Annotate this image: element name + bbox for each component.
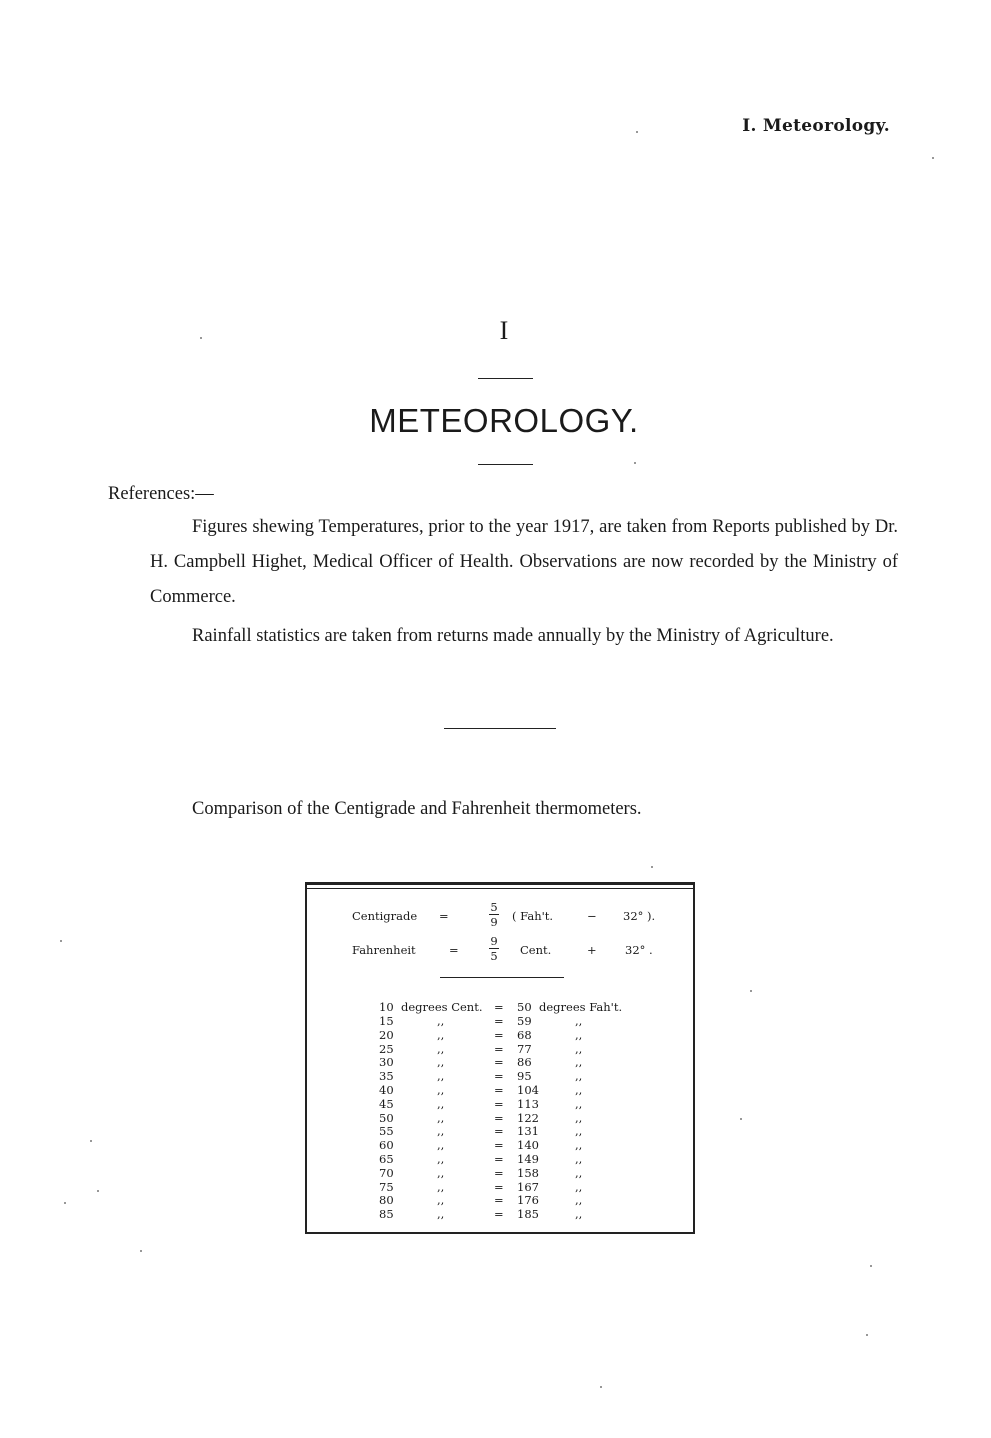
fah-value: 104 (517, 1083, 539, 1097)
equals-sign: = (494, 1014, 504, 1028)
fraction-numerator: 9 (490, 934, 498, 948)
equals-sign: = (494, 1027, 504, 1042)
fah-value: 86 (517, 1055, 532, 1070)
cent-value: 60 (379, 1138, 394, 1153)
scan-speck (651, 866, 653, 868)
paragraph-temperatures (150, 510, 898, 615)
equals-sign: = (494, 1165, 504, 1180)
table-row (307, 1124, 697, 1138)
ditto-mark: ,, (575, 1152, 583, 1166)
formula-operator: = (449, 943, 459, 957)
formula-operator: + (587, 943, 597, 957)
scan-speck (90, 1140, 92, 1142)
cent-value: 25 (379, 1041, 394, 1056)
ditto-mark: ,, (437, 1027, 445, 1042)
equals-sign: = (494, 1138, 504, 1153)
equals-sign: = (494, 1096, 504, 1111)
fah-value: 95 (517, 1069, 532, 1084)
formula-unit: Cent. (520, 943, 552, 957)
cent-value: 40 (379, 1083, 394, 1097)
fah-unit: degrees Fah't. (539, 1000, 623, 1014)
table-row (307, 1193, 697, 1207)
ditto-mark: ,, (437, 1179, 445, 1194)
fah-value: 122 (517, 1110, 539, 1125)
cent-value: 20 (379, 1027, 394, 1042)
scan-speck (64, 1202, 66, 1204)
ditto-mark: ,, (575, 1110, 583, 1125)
cent-value: 35 (379, 1069, 394, 1084)
cent-unit: degrees Cent. (401, 1000, 483, 1014)
cent-value: 15 (379, 1014, 394, 1028)
formula-constant: 32° ). (623, 909, 656, 923)
formula-constant: 32° . (625, 943, 653, 957)
scan-speck (97, 1190, 99, 1192)
ditto-mark: ,, (437, 1165, 445, 1180)
fraction-denominator: 9 (490, 915, 498, 929)
table-row (307, 1042, 697, 1056)
formula-operator: − (587, 909, 597, 923)
formula-fraction (489, 935, 499, 962)
section-divider (444, 728, 556, 729)
fah-value: 149 (517, 1152, 539, 1166)
ditto-mark: ,, (575, 1124, 583, 1139)
table-row (307, 1180, 697, 1194)
scan-speck (140, 1250, 142, 1252)
fah-value: 185 (517, 1207, 539, 1222)
scan-speck (750, 990, 752, 992)
cent-value: 10 (379, 1000, 394, 1014)
ditto-mark: ,, (437, 1110, 445, 1125)
ditto-mark: ,, (437, 1207, 445, 1222)
formula-centigrade (307, 899, 697, 933)
table-row (307, 1014, 697, 1028)
conversion-table (305, 882, 695, 1234)
title-rule-bottom (478, 464, 533, 465)
conversion-header (307, 1000, 697, 1014)
fah-value: 140 (517, 1138, 539, 1153)
ditto-mark: ,, (437, 1138, 445, 1153)
fah-value: 68 (517, 1027, 532, 1042)
ditto-mark: ,, (575, 1165, 583, 1180)
ditto-mark: ,, (437, 1055, 445, 1070)
equals-sign: = (494, 1083, 504, 1097)
equals-sign: = (494, 1110, 504, 1125)
ditto-mark: ,, (437, 1152, 445, 1166)
ditto-mark: ,, (575, 1193, 583, 1208)
equals-sign: = (494, 1041, 504, 1056)
scan-speck (932, 157, 934, 159)
table-caption: Comparison of the Centigrade and Fahrenheit thermometers. (192, 799, 642, 819)
equals-sign: = (494, 1055, 504, 1070)
equals-sign: = (494, 1193, 504, 1208)
ditto-mark: ,, (575, 1041, 583, 1056)
title-rule-top (478, 378, 533, 379)
scan-speck (870, 1265, 872, 1267)
cent-value: 55 (379, 1124, 394, 1139)
conversion-rows (307, 1014, 697, 1224)
fah-value: 158 (517, 1165, 539, 1180)
ditto-mark: ,, (437, 1083, 445, 1097)
table-row (307, 1028, 697, 1042)
ditto-mark: ,, (575, 1179, 583, 1194)
running-head: I. Meteorology. (742, 116, 890, 136)
cent-value: 45 (379, 1096, 394, 1111)
cent-value: 85 (379, 1207, 394, 1222)
table-row (307, 1111, 697, 1125)
paragraph-text: Rainfall statistics are taken from returns made annually by the Ministry of Agriculture. (192, 626, 834, 646)
ditto-mark: ,, (575, 1069, 583, 1084)
ditto-mark: ,, (437, 1193, 445, 1208)
equals-sign: = (494, 1179, 504, 1194)
section-number: I (499, 316, 509, 345)
ditto-mark: ,, (437, 1069, 445, 1084)
ditto-mark: ,, (437, 1041, 445, 1056)
cent-value: 70 (379, 1165, 394, 1180)
table-row (307, 1166, 697, 1180)
equals-sign: = (494, 1124, 504, 1139)
ditto-mark: ,, (575, 1055, 583, 1070)
paragraph-text: Figures shewing Temperatures, prior to the year 1917, are taken from Reports published by Dr. H. Campbell Highet, Medical Officer of Health. Observations are now recorded by the Ministry of Commerce. (150, 517, 898, 607)
cent-value: 65 (379, 1152, 394, 1166)
formula-unit: ( Fah't. (512, 909, 554, 923)
paragraph-rainfall (150, 619, 898, 654)
table-row (307, 1207, 697, 1221)
cent-value: 50 (379, 1110, 394, 1125)
equals-sign: = (494, 1207, 504, 1222)
equals-sign: = (494, 1000, 504, 1014)
fah-value: 77 (517, 1041, 532, 1056)
fraction-denominator: 5 (490, 949, 498, 963)
fah-value: 59 (517, 1014, 532, 1028)
formula-fraction (489, 901, 499, 928)
scan-speck (200, 337, 202, 339)
ditto-mark: ,, (437, 1124, 445, 1139)
table-row (307, 1152, 697, 1166)
scan-speck (600, 1386, 602, 1388)
cent-value: 80 (379, 1193, 394, 1208)
equals-sign: = (494, 1152, 504, 1166)
formula-divider (440, 977, 564, 978)
ditto-mark: ,, (575, 1014, 583, 1028)
scan-speck (740, 1118, 742, 1120)
ditto-mark: ,, (437, 1096, 445, 1111)
ditto-mark: ,, (575, 1207, 583, 1222)
formula-operator: = (439, 909, 449, 923)
formula-label: Centigrade (352, 909, 418, 923)
scan-speck (866, 1334, 868, 1336)
ditto-mark: ,, (575, 1138, 583, 1153)
scan-speck (60, 940, 62, 942)
ditto-mark: ,, (575, 1027, 583, 1042)
ditto-mark: ,, (575, 1096, 583, 1111)
ditto-mark: ,, (437, 1014, 445, 1028)
fah-value: 167 (517, 1179, 539, 1194)
formula-fahrenheit (307, 933, 697, 967)
page-title: METEOROLOGY. (369, 402, 639, 439)
scan-speck (636, 131, 638, 133)
table-row (307, 1069, 697, 1083)
equals-sign: = (494, 1069, 504, 1084)
cent-value: 30 (379, 1055, 394, 1070)
table-row (307, 1055, 697, 1069)
fraction-numerator: 5 (490, 900, 498, 914)
ditto-mark: ,, (575, 1083, 583, 1097)
fah-value: 131 (517, 1124, 539, 1139)
cent-value: 75 (379, 1179, 394, 1194)
table-row (307, 1138, 697, 1152)
table-row (307, 1083, 697, 1097)
fah-value: 176 (517, 1193, 539, 1208)
references-label: References:— (108, 484, 214, 504)
table-row (307, 1097, 697, 1111)
scan-speck (634, 462, 636, 464)
formula-label: Fahrenheit (352, 943, 416, 957)
fah-value: 113 (517, 1096, 539, 1111)
fah-value: 50 (517, 1000, 532, 1014)
